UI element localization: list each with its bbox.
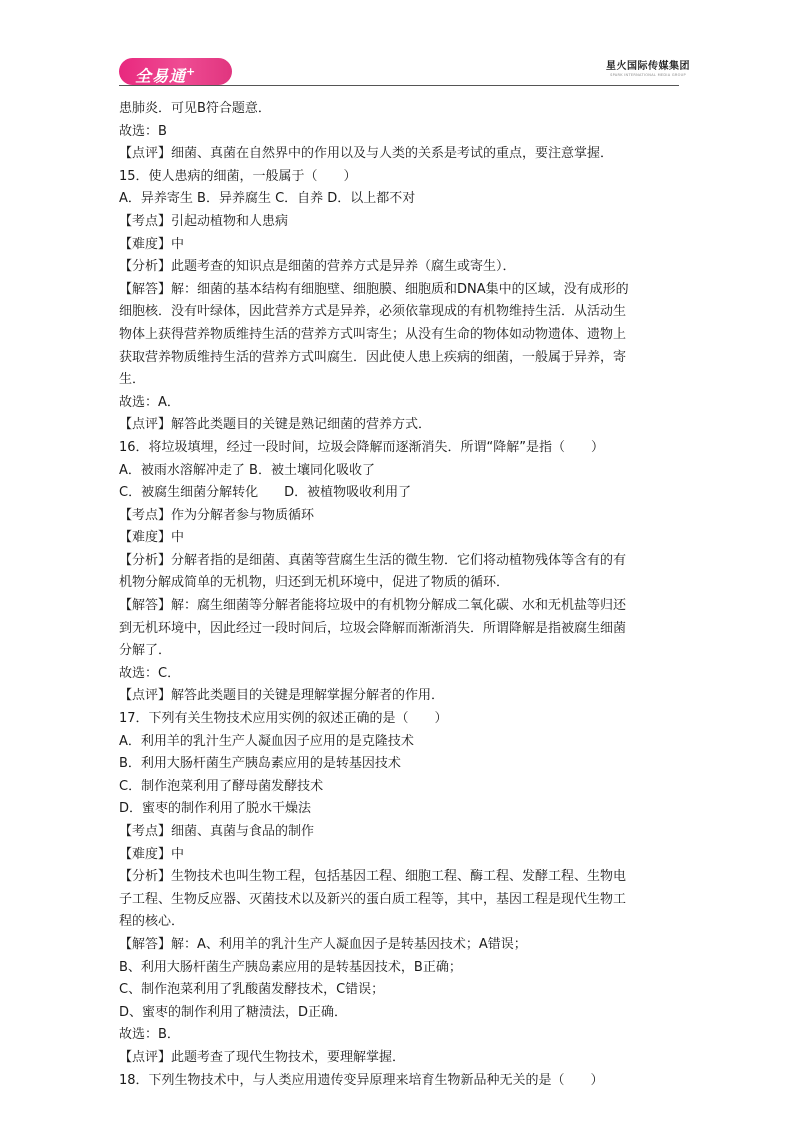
text-line: 【分析】此题考查的知识点是细菌的营养方式是异养（腐生或寄生）． <box>119 259 516 275</box>
text-line: 细胞核．没有叶绿体，因此营养方式是异养，必须依靠现成的有机物维持生活．从活动生 <box>119 304 627 320</box>
text-line: 【难度】中 <box>119 530 185 546</box>
text-line: 16．将垃圾填埋，经过一段时间，垃圾会降解而逐渐消失．所谓“降解”是指（ ） <box>119 439 605 455</box>
logo-plus: + <box>186 65 197 78</box>
page-header <box>0 0 800 92</box>
text-line: 【分析】分解者指的是细菌、真菌等营腐生生活的微生物．它们将动植物残体等含有的有 <box>119 552 627 568</box>
text-line: 分解了． <box>119 643 172 659</box>
text-line: 【解答】解：A、利用羊的乳汁生产人凝血因子是转基因技术；A错误； <box>119 936 527 952</box>
text-line: 【难度】中 <box>119 846 185 862</box>
text-line: 【考点】引起动植物和人患病 <box>119 213 289 229</box>
text-line: 【考点】作为分解者参与物质循环 <box>119 507 315 523</box>
text-line: 物体上获得营养物质维持生活的营养方式叫寄生；从没有生命的物体如动物遗体、遗物上 <box>119 326 627 342</box>
text-line: 【解答】解：腐生细菌等分解者能将垃圾中的有机物分解成二氧化碳、水和无机盐等归还 <box>119 598 627 614</box>
text-line: 到无机环境中，因此经过一段时间后，垃圾会降解而渐渐消失．所谓降解是指被腐生细菌 <box>119 620 627 636</box>
text-line: A．被雨水溶解冲走了 B．被土壤同化吸收了 <box>119 462 375 478</box>
text-line: 【难度】中 <box>119 236 185 252</box>
text-line: 18．下列生物技术中，与人类应用遗传变异原理来培育生物新品种无关的是（ ） <box>119 1072 604 1088</box>
text-line: 子工程、生物反应器、灭菌技术以及新兴的蛋白质工程等，其中，基因工程是现代生物工 <box>119 891 627 907</box>
text-line: 【点评】解答此类题目的关键是理解掌握分解者的作用． <box>119 688 445 704</box>
text-line: 机物分解成简单的无机物，归还到无机环境中，促进了物质的循环． <box>119 575 510 591</box>
text-line: 程的核心． <box>119 914 185 930</box>
logo-text: 全易通 <box>135 66 187 86</box>
text-line: A．异养寄生 B．异养腐生 C．自养 D．以上都不对 <box>119 191 416 207</box>
text-line: 故选：B <box>119 123 167 139</box>
text-line: B、利用大肠杆菌生产胰岛素应用的是转基因技术，B正确； <box>119 959 462 975</box>
text-line: C．被腐生细菌分解转化 D．被植物吸收利用了 <box>119 485 412 501</box>
header-divider <box>119 85 679 86</box>
text-line: 【点评】此题考查了现代生物技术，要理解掌握． <box>119 1049 406 1065</box>
text-line: 【考点】细菌、真菌与食品的制作 <box>119 824 315 839</box>
publisher-brand <box>588 61 708 78</box>
text-line: 【分析】生物技术也叫生物工程，包括基因工程、细胞工程、酶工程、发酵工程、生物电 <box>119 869 627 885</box>
text-line: 生． <box>119 372 146 388</box>
text-line: D、蜜枣的制作利用了糖渍法，D正确． <box>119 1004 348 1020</box>
text-line: C、制作泡菜利用了乳酸菌发酵技术，C错误； <box>119 982 385 998</box>
publisher-name: 星火国际传媒集团 <box>606 61 690 72</box>
text-line: 【点评】解答此类题目的关键是熟记细菌的营养方式． <box>119 417 432 433</box>
text-line: B．利用大肠杆菌生产胰岛素应用的是转基因技术 <box>119 756 401 772</box>
brand-logo <box>119 58 232 85</box>
text-line: 获取营养物质维持生活的营养方式叫腐生．因此使人患上疾病的细菌，一般属于异养，寄 <box>119 349 627 365</box>
text-line: 患肺炎．可见B符合题意． <box>119 101 271 116</box>
text-line: 故选：B． <box>119 1027 180 1043</box>
text-line: 15．使人患病的细菌，一般属于（ ） <box>119 168 357 184</box>
text-line: 故选：C． <box>119 665 181 681</box>
publisher-name-en: SPARK INTERNATIONAL MEDIA GROUP <box>610 73 686 77</box>
text-line: 故选：A． <box>119 394 180 410</box>
text-line: A．利用羊的乳汁生产人凝血因子应用的是克隆技术 <box>119 733 414 749</box>
document-body <box>119 98 685 1092</box>
text-line: 17．下列有关生物技术应用实例的叙述正确的是（ ） <box>119 711 448 727</box>
text-line: 【解答】解：细菌的基本结构有细胞壁、细胞膜、细胞质和DNA集中的区域，没有成形的 <box>119 281 629 297</box>
text-line: D．蜜枣的制作利用了脱水干燥法 <box>119 801 312 817</box>
text-line: 【点评】细菌、真菌在自然界中的作用以及与人类的关系是考试的重点，要注意掌握． <box>119 146 614 162</box>
text-line: C．制作泡菜利用了酵母菌发酵技术 <box>119 778 324 794</box>
